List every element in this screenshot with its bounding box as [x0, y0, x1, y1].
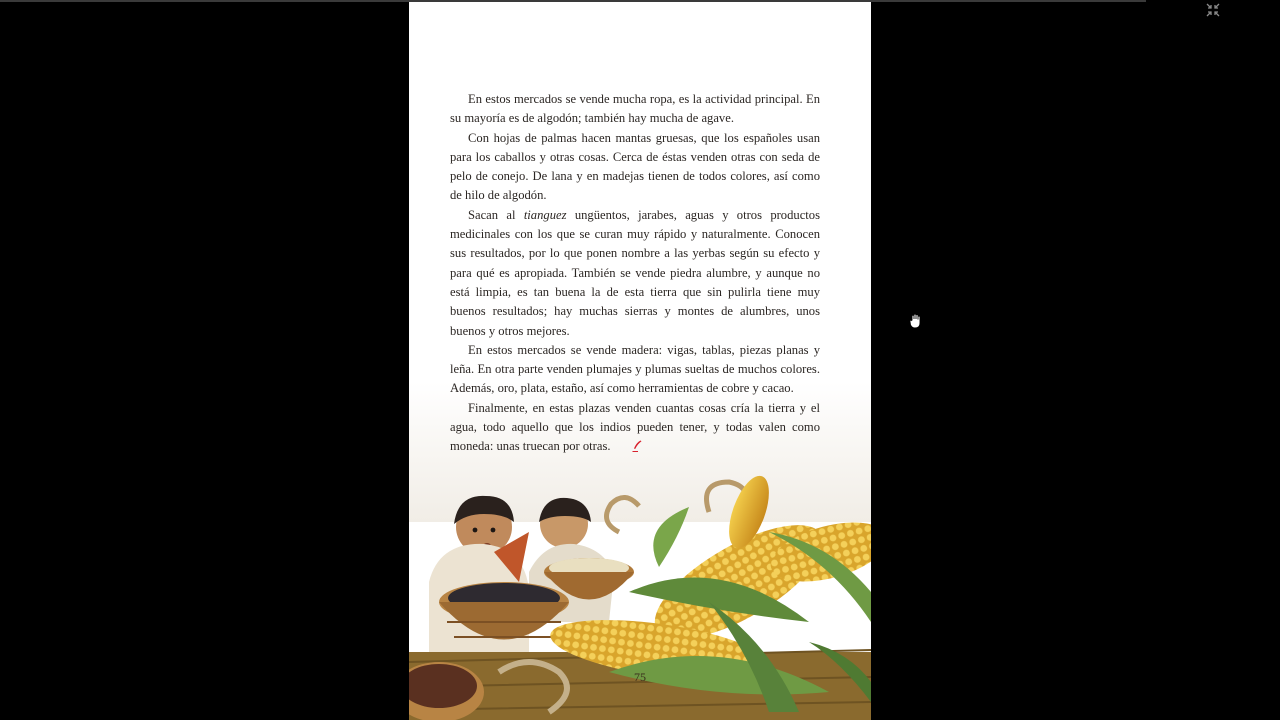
paragraph-text: Sacan al	[468, 207, 524, 222]
page-number: 75	[634, 670, 646, 684]
book-page[interactable]	[409, 2, 871, 720]
quill-pen-icon	[614, 439, 642, 458]
paragraph: En estos mercados se vende mucha ropa, es la actividad principal. En su mayoría es de algodón; también hay mucha de agave.	[450, 92, 820, 126]
paragraph	[450, 206, 820, 341]
paragraph: Con hojas de palmas hacen mantas gruesas, que los españoles usan para los caballos y otras cosas. Cerca de éstas venden otras con seda de pelo de conejo. De lana y en madejas tienen de todos colores, así como de hilo de algodón.	[450, 130, 820, 203]
hand-grab-icon	[909, 313, 923, 329]
italic-term: tianguez	[523, 207, 567, 222]
paragraph-text: ungüentos, jarabes, aguas y otros productos medicinales con los que se curan muy rápido y naturalmente. Conocen sus resultados, por lo que ponen nombre a las yerbas según su efecto y para qué es apropiada. También se vende piedra alumbre, y aunque no está limpia, es tan buena la de esta tierra que sin pulirla tiene muy buenos resultados; hay muchas sierras y montes de alumbres, unos buenos y otros mejores.	[450, 207, 820, 338]
exit-fullscreen-button[interactable]	[1204, 2, 1222, 18]
exit-fullscreen-icon	[1206, 3, 1220, 17]
paragraph-text: Finalmente, en estas plazas venden cuantas cosas cría la tierra y el agua, todo aquello que los indios pueden tener, y todas valen como moneda: unas truecan por otras.	[450, 400, 820, 454]
paragraph: En estos mercados se vende madera: vigas, tablas, piezas planas y leña. En otra parte venden plumajes y plumas sueltas de muchos colores. Además, oro, plata, estaño, así como herramientas de cobre y cacao.	[450, 342, 820, 396]
page-text	[450, 90, 820, 459]
paragraph	[450, 399, 820, 459]
